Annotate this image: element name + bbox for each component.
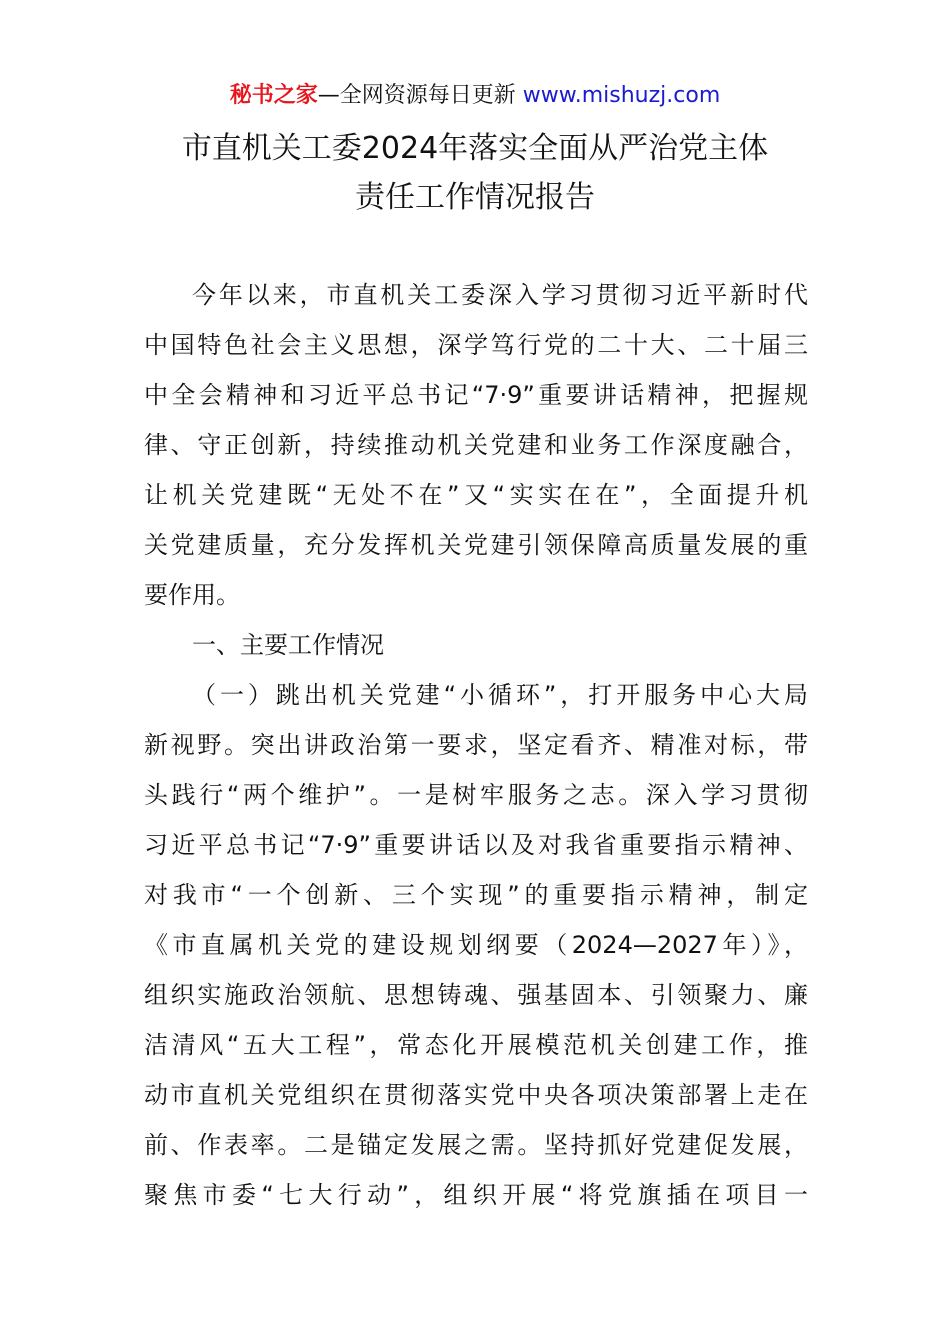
- site-url-link[interactable]: www.mishuzj.com: [522, 83, 721, 108]
- body-line: 头践行“两个维护”。一是树牢服务之志。深入学习贯彻: [144, 781, 808, 809]
- body-line: 让机关党建既“无处不在”又“实实在在”，全面提升机: [144, 481, 808, 509]
- body-line: 中国特色社会主义思想，深学笃行党的二十大、二十届三: [144, 331, 808, 359]
- site-header: [0, 80, 950, 112]
- section-heading: 一、主要工作情况: [192, 631, 384, 659]
- body-line: 律、守正创新，持续推动机关党建和业务工作深度融合，: [144, 431, 808, 459]
- body-line: 要作用。: [144, 581, 240, 609]
- body-line: 关党建质量，充分发挥机关党建引领保障高质量发展的重: [144, 531, 808, 559]
- body-line: 聚焦市委“七大行动”，组织开展“将党旗插在项目一: [144, 1181, 808, 1209]
- body-line: 习近平总书记“7·9”重要讲话以及对我省重要指示精神、: [144, 831, 808, 859]
- body-line: 对我市“一个创新、三个实现”的重要指示精神，制定: [144, 881, 808, 909]
- body-line: 组织实施政治领航、思想铸魂、强基固本、引领聚力、廉: [144, 981, 808, 1009]
- site-brand: 秘书之家: [229, 83, 318, 108]
- title-line-2: 责任工作情况报告: [355, 180, 595, 215]
- title-line-1: 市直机关工委2024年落实全面从严治党主体: [181, 131, 769, 166]
- body-line: 中全会精神和习近平总书记“7·9”重要讲话精神，把握规: [144, 381, 808, 409]
- body-line: 新视野。突出讲政治第一要求，坚定看齐、精准对标，带: [144, 731, 808, 759]
- body-line: （一）跳出机关党建“小循环”，打开服务中心大局: [192, 681, 808, 709]
- site-tagline: —全网资源每日更新: [317, 83, 516, 108]
- document-body: [144, 270, 808, 1220]
- body-line: 今年以来，市直机关工委深入学习贯彻习近平新时代: [192, 281, 808, 309]
- body-line: 前、作表率。二是锚定发展之需。坚持抓好党建促发展，: [144, 1131, 808, 1159]
- body-line: 动市直机关党组织在贯彻落实党中央各项决策部署上走在: [144, 1081, 808, 1109]
- body-line: 洁清风“五大工程”，常态化开展模范机关创建工作，推: [144, 1031, 808, 1059]
- document-title: [0, 124, 950, 222]
- body-line: 《市直属机关党的建设规划纲要（2024—2027年）》，: [144, 931, 808, 959]
